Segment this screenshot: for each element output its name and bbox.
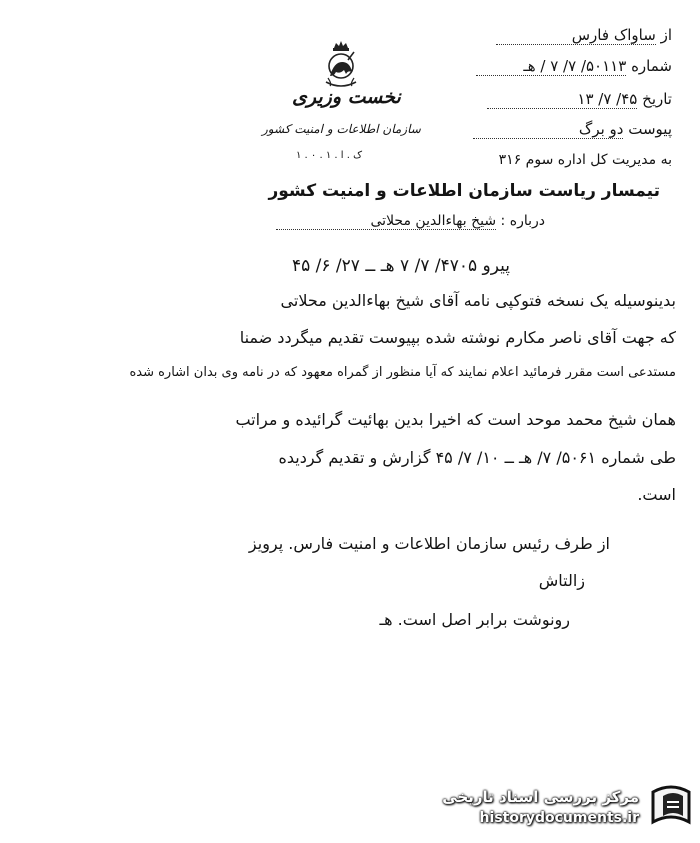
attachment-line xyxy=(473,120,672,139)
signature-line: از طرف رئیس سازمان اطلاعات و امنیت فارس. پرویز xyxy=(248,534,610,553)
watermark xyxy=(410,780,695,835)
body-line: بدینوسیله یک نسخه فتوکپی نامه آقای شیخ بهاءالدین محلاتی xyxy=(280,291,676,310)
date-label: تاریخ xyxy=(642,90,672,108)
body-line: طی شماره ۵۰۶۱/ ۷/ هـ ــ ۱۰/ ۷/ ۴۵ گزارش و تقدیم گردیده xyxy=(278,448,676,467)
recipient-line: به مدیریت کل اداره سوم ۳۱۶ xyxy=(498,152,672,168)
attachment-label: پیوست xyxy=(628,120,672,138)
number-value: ۵۰۱۱۳/ ۷/ ۷ / هـ xyxy=(476,57,626,76)
body-line: مستدعی است مقرر فرمائید اعلام نمایند که آیا منظور از گمراه معهود که در نامه وی بدان اشاره شده xyxy=(129,365,676,380)
attachment-value: دو برگ xyxy=(473,120,623,139)
date-value: ۴۵/ ۷/ ۱۳ xyxy=(487,90,637,109)
subject-value: شیخ بهاءالدین محلاتی xyxy=(276,213,496,230)
subject-line: درباره : شیخ بهاءالدین محلاتی xyxy=(276,213,545,230)
number-label: شماره xyxy=(631,57,672,75)
archive-logo-icon xyxy=(649,782,693,830)
body-line: که جهت آقای ناصر مکارم نوشته شده بپیوست تقدیم میگردد ضمنا xyxy=(239,328,676,347)
reference-line: پیرو ۴۷۰۵/ ۷/ ۷ هـ ــ ۲۷/ ۶/ ۴۵ xyxy=(291,256,510,276)
from-label: از xyxy=(660,26,672,44)
watermark-url: historydocuments.ir xyxy=(479,810,639,826)
subject-label: درباره xyxy=(509,213,545,229)
organization-code: ک . ا . ۱ . ۰ . ۱ xyxy=(296,150,363,161)
from-line xyxy=(496,26,672,45)
organization-name: سازمان اطلاعات و امنیت کشور xyxy=(262,122,421,136)
date-line xyxy=(487,90,672,109)
ministry-title: نخست وزیری xyxy=(292,86,401,108)
body-line: همان شیخ محمد موحد است که اخیرا بدین بهائیت گرائیده و مراتب xyxy=(235,410,676,429)
body-line: است. xyxy=(637,485,676,504)
watermark-title: مرکز بررسی اسناد تاریخی xyxy=(442,788,639,806)
copy-note: رونوشت برابر اصل است. هـ xyxy=(379,610,570,629)
signature-name: زالتاش xyxy=(538,571,585,590)
number-line xyxy=(476,57,672,76)
sender-line: تیمسار ریاست سازمان اطلاعات و امنیت کشور xyxy=(268,181,660,201)
from-value: ساواک فارس xyxy=(496,26,656,45)
lion-and-sun-crest-icon xyxy=(318,40,364,90)
